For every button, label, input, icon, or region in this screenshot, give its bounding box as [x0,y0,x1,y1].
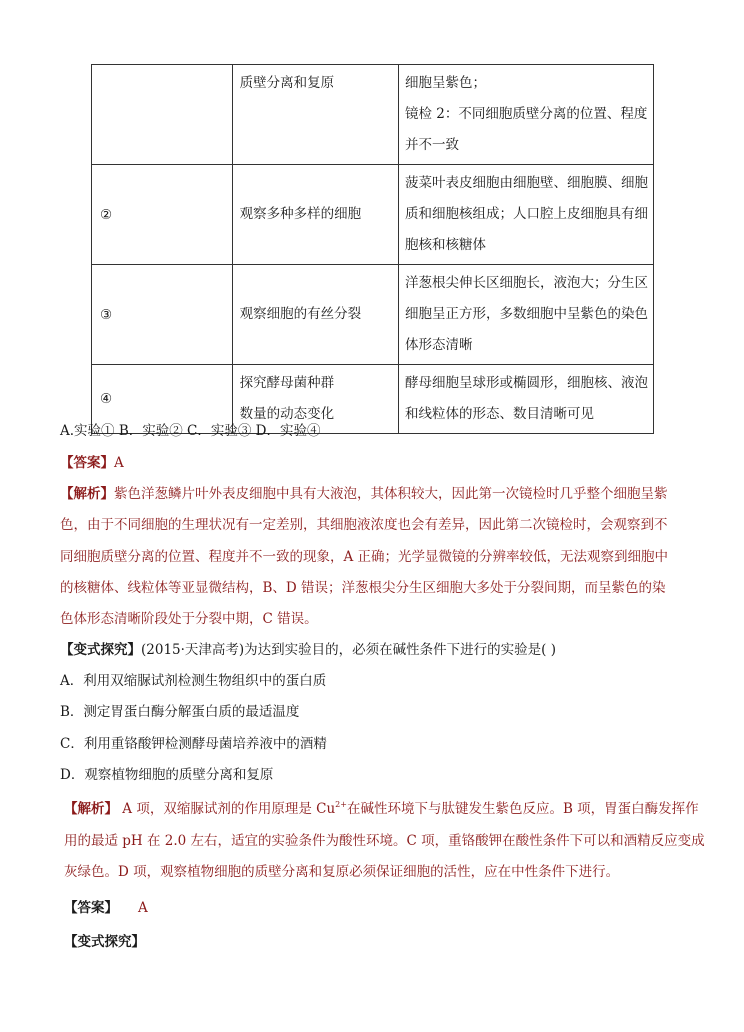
choice-c: C．利用重铬酸钾检测酵母菌培养液中的酒精 [60,736,327,752]
observation-line: 菠菜叶表皮细胞由细胞壁、细胞膜、细胞 [405,175,648,191]
answer-value: A [114,455,124,471]
question-text: (2015·天津高考)为达到实验目的，必须在碱性条件下进行的实验是( ) [141,642,557,658]
superscript: 2+ [335,800,347,809]
answer-label: 【答案】 [60,455,114,471]
experiment-table [91,64,654,434]
table-row [92,65,654,165]
observation-line: 质和细胞核组成；人口腔上皮细胞具有细 [405,206,648,222]
choice-b: B．测定胃蛋白酶分解蛋白质的最适温度 [60,704,300,720]
observation-cell [399,65,654,165]
analysis-line: 用的最适 pH 在 2.0 左右，适宜的实验条件为酸性环境。C 项，重铬酸钾在酸性条件下可以和酒精反应变成 [64,833,705,849]
observation-line: 胞核和核糖体 [405,237,486,253]
row-number-cell [92,65,233,165]
answer-value: A [138,900,148,916]
observation-cell [399,265,654,365]
analysis-label: 【解析】 [64,801,118,817]
analysis-line: 的核糖体、线粒体等亚显微结构，B、D 错误；洋葱根尖分生区细胞大多处于分裂间期，而呈紫色的染 [60,580,666,596]
answer-line [64,896,148,916]
experiment-name-line: 观察多种多样的细胞 [239,206,362,222]
row-number-cell: ② [92,165,233,265]
observation-line: 酵母细胞呈球形或椭圆形，细胞核、液泡 [405,375,648,391]
variant-label: 【变式探究】 [60,642,141,658]
observation-line: 体形态清晰 [405,337,473,353]
variant-question [60,638,556,658]
analysis-line: 色体形态清晰阶段处于分裂中期，C 错误。 [60,611,318,627]
observation-line: 细胞呈正方形，多数细胞中呈紫色的染色 [405,306,648,322]
analysis-text: 紫色洋葱鳞片叶外表皮细胞中具有大液泡，其体积较大，因此第一次镜检时几乎整个细胞呈紫 [114,486,668,502]
experiment-name-line: 数量的动态变化 [239,406,335,422]
analysis-line: 同细胞质壁分离的位置、程度并不一致的现象，A 正确；光学显微镜的分辨率较低，无法观察到细胞中 [60,549,669,565]
observation-cell [399,365,654,434]
observation-line: 镜检 2：不同细胞质壁分离的位置、程度 [405,106,648,122]
analysis-line: 灰绿色。D 项，观察植物细胞的质壁分离和复原必须保证细胞的活性，应在中性条件下进行。 [64,864,620,880]
experiment-name-cell [232,165,398,265]
experiment-name-cell [232,65,398,165]
observation-line: 洋葱根尖伸长区细胞长，液泡大；分生区 [405,275,648,291]
analysis-line [60,482,668,502]
observation-cell [399,165,654,265]
analysis-label: 【解析】 [60,486,114,502]
row-number-cell: ④ [92,365,233,434]
answer-line [60,451,124,471]
answer-options: A.实验① B．实验② C．实验③ D．实验④ [60,423,321,439]
variant-label: 【变式探究】 [64,934,145,950]
answer-label: 【答案】 [64,900,118,916]
choice-a: A．利用双缩脲试剂检测生物组织中的蛋白质 [60,673,327,689]
analysis-line [64,797,699,817]
analysis-text: 在碱性环境下与肽键发生紫色反应。B 项，胃蛋白酶发挥作 [346,801,699,817]
row-number-cell: ③ [92,265,233,365]
observation-line: 并不一致 [405,137,459,153]
experiment-name-line: 探究酵母菌种群 [239,375,335,391]
choice-d: D．观察植物细胞的质壁分离和复原 [60,767,274,783]
experiment-name-line: 观察细胞的有丝分裂 [239,306,362,322]
experiment-name-cell [232,265,398,365]
analysis-line: 色，由于不同细胞的生理状况有一定差别，其细胞液浓度也会有差异，因此第二次镜检时，会观察到不 [60,517,668,533]
table-row [92,165,654,265]
observation-line: 和线粒体的形态、数目清晰可见 [405,406,594,422]
observation-line: 细胞呈紫色； [405,75,486,91]
table-row [92,265,654,365]
analysis-text: A 项，双缩脲试剂的作用原理是 Cu [118,801,336,817]
experiment-name-line: 质壁分离和复原 [239,75,335,91]
